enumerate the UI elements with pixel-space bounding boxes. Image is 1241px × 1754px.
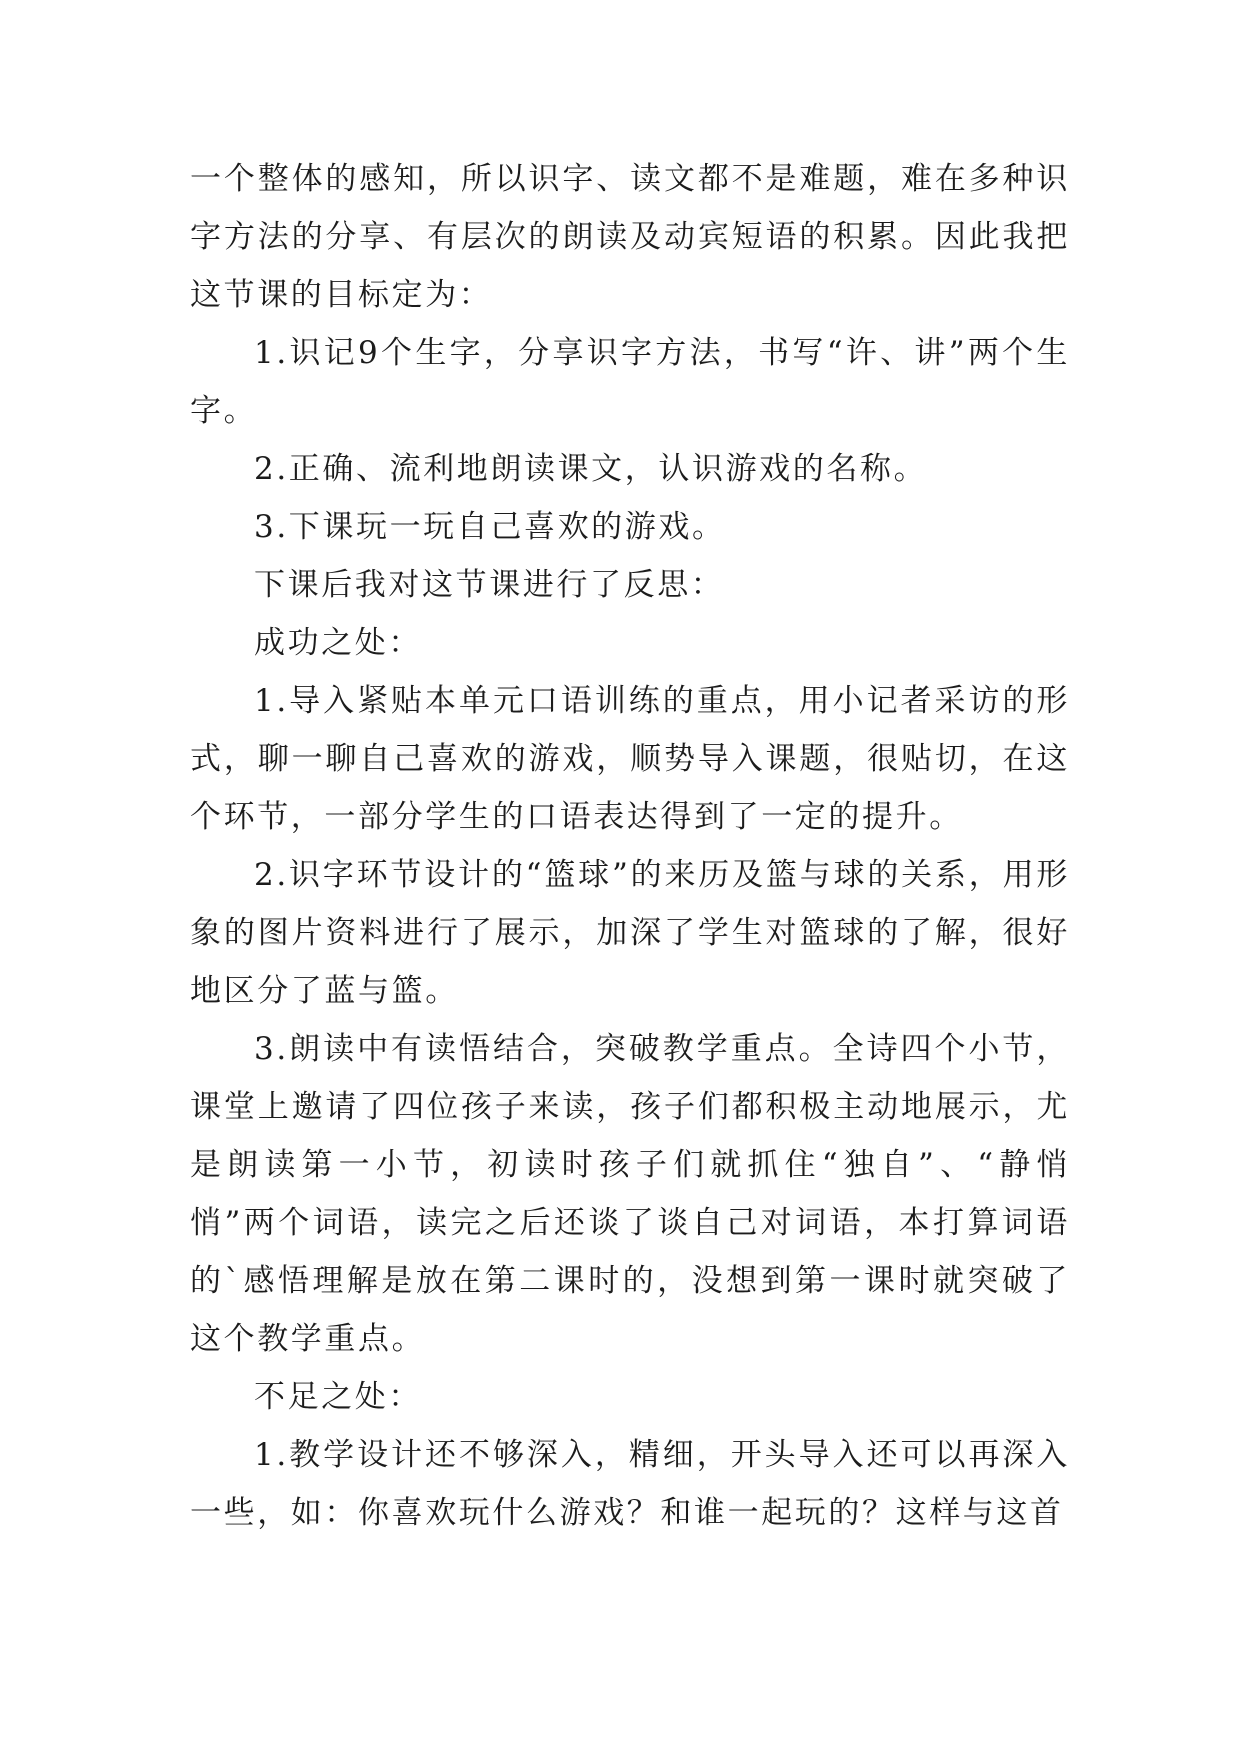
heading-successes: 成功之处： [254, 625, 422, 661]
paragraph-goal-3: 3.下课玩一玩自己喜欢的游戏。 [254, 509, 726, 545]
paragraph-goal-2: 2.正确、流利地朗读课文，认识游戏的名称。 [254, 451, 928, 487]
paragraph-goal-1: 1.识记9个生字，分享识字方法，书写“许、讲”两个生字。 [190, 335, 1070, 429]
paragraph-reflection-intro: 下课后我对这节课进行了反思： [254, 567, 725, 603]
paragraph-success-1: 1.导入紧贴本单元口语训练的重点，用小记者采访的形式，聊一聊自己喜欢的游戏，顺势导入课题，很贴切，在这个环节，一部分学生的口语表达得到了一定的提升。 [190, 683, 1070, 835]
paragraph-intro: 一个整体的感知，所以识字、读文都不是难题，难在多种识字方法的分享、有层次的朗读及动宾短语的积累。因此我把这节课的目标定为： [190, 161, 1070, 313]
paragraph-success-2: 2.识字环节设计的“篮球”的来历及篮与球的关系，用形象的图片资料进行了展示，加深了学生对篮球的了解，很好地区分了蓝与篮。 [190, 857, 1070, 1009]
heading-shortcomings: 不足之处： [254, 1379, 422, 1415]
paragraph-success-3: 3.朗读中有读悟结合，突破教学重点。全诗四个小节，课堂上邀请了四位孩子来读，孩子们都积极主动地展示，尤是朗读第一小节，初读时孩子们就抓住“独自”、“静悄悄”两个词语，读完之后还谈了谈自己对词语，本打算词语的`感悟理解是放在第二课时的，没想到第一课时就突破了这个教学重点。 [190, 1031, 1070, 1357]
document-page [190, 150, 1070, 1542]
paragraph-shortcoming-1: 1.教学设计还不够深入，精细，开头导入还可以再深入一些，如：你喜欢玩什么游戏？和谁一起玩的？这样与这首 [190, 1437, 1070, 1531]
